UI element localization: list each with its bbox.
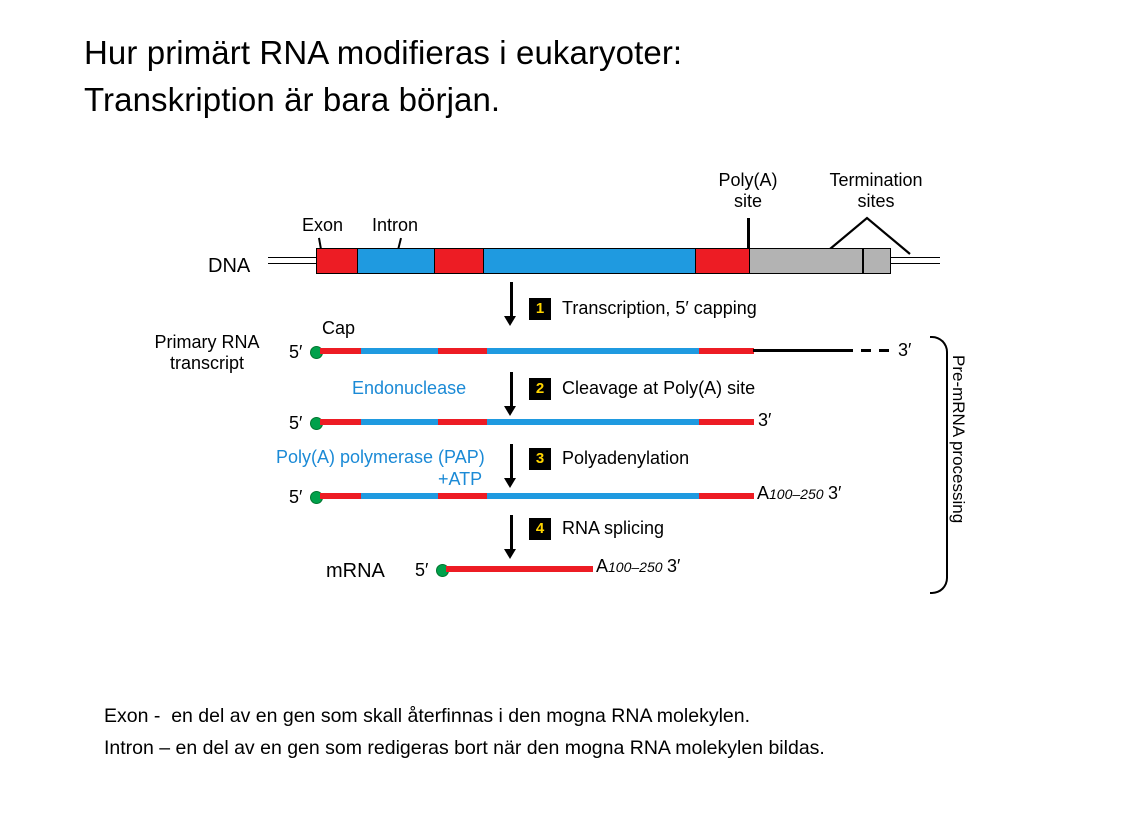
- step-3-chip: 3: [529, 448, 551, 470]
- dna-exon-3: [695, 248, 750, 274]
- rna2-intron-1: [361, 419, 439, 425]
- polya-tail-letter-4: A: [596, 556, 609, 576]
- three-prime-3: 3′: [828, 483, 842, 503]
- dna-left-flank: [268, 257, 318, 264]
- rna1-tail: [753, 349, 843, 352]
- three-prime-1: 3′: [898, 340, 912, 360]
- step-2-text: Cleavage at Poly(A) site: [562, 378, 756, 398]
- step-2-arrow-head: [504, 406, 516, 416]
- dna-exon-1: [316, 248, 358, 274]
- step-4-arrow-line: [510, 515, 513, 553]
- polya-site-label: Poly(A) site: [718, 170, 778, 212]
- step-3-arrow-head: [504, 478, 516, 488]
- polya-tail-3: [757, 483, 824, 504]
- five-prime-3: 5′: [289, 487, 303, 507]
- polya-tail-letter-3: A: [757, 483, 770, 503]
- rna3-exon-1: [320, 493, 362, 499]
- rna3-exon-2: [438, 493, 488, 499]
- rna2-exon-3: [699, 419, 754, 425]
- dna-label: DNA: [208, 255, 251, 277]
- pre-mrna-processing-label: Pre-mRNA processing: [949, 355, 968, 524]
- intron-label: Intron: [372, 215, 419, 235]
- rna1-dashes: [843, 349, 893, 352]
- rna2-intron-2: [487, 419, 700, 425]
- page-title: [84, 30, 1024, 124]
- five-prime-1: 5′: [289, 342, 303, 362]
- dna-gray-region: [749, 248, 891, 274]
- step-1-chip: 1: [529, 298, 551, 320]
- caption-line-1: Exon - en del av en gen som skall återfinnas i den mogna RNA molekylen.: [104, 705, 751, 727]
- rna3-exon-3: [699, 493, 754, 499]
- five-prime-2: 5′: [289, 413, 303, 433]
- primary-rna-label: Primary RNA transcript: [154, 332, 260, 374]
- rna1-intron-1: [361, 348, 439, 354]
- dna-right-flank: [890, 257, 940, 264]
- endonuclease-label: Endonuclease: [352, 378, 467, 398]
- rna2-exon-2: [438, 419, 488, 425]
- rna1-intron-2: [487, 348, 700, 354]
- step-3-arrow-line: [510, 444, 513, 482]
- termination-sites-label: Termination sites: [829, 170, 923, 212]
- step-1-text: Transcription, 5′ capping: [562, 298, 757, 318]
- rna1-exon-3: [699, 348, 754, 354]
- step-1-arrow-head: [504, 316, 516, 326]
- step-4-chip: 4: [529, 518, 551, 540]
- polya-arrow-line: [747, 218, 750, 250]
- pap-label: Poly(A) polymerase (PAP): [276, 447, 485, 467]
- rna3-intron-1: [361, 493, 439, 499]
- title-line-2: Transkription är bara början.: [84, 80, 501, 118]
- step-1-arrow-line: [510, 282, 513, 320]
- step-3-text: Polyadenylation: [562, 448, 690, 468]
- dna-gray-divider: [862, 248, 864, 274]
- step-2-arrow-line: [510, 372, 513, 410]
- step-2-chip: 2: [529, 378, 551, 400]
- dna-intron-2: [483, 248, 696, 274]
- title-line-1: Hur primärt RNA modifieras i eukaryoter:: [84, 34, 683, 71]
- step-4-arrow-head: [504, 549, 516, 559]
- exon-label: Exon: [302, 215, 344, 235]
- rna1-exon-1: [320, 348, 362, 354]
- rna1-exon-2: [438, 348, 488, 354]
- cap-label: Cap: [322, 318, 356, 338]
- step-4-text: RNA splicing: [562, 518, 665, 538]
- dna-intron-1: [357, 248, 435, 274]
- five-prime-4: 5′: [415, 560, 429, 580]
- dna-exon-2: [434, 248, 484, 274]
- rna2-exon-1: [320, 419, 362, 425]
- polya-tail-4: [596, 556, 663, 577]
- pre-mrna-brace: [930, 336, 948, 594]
- three-prime-2: 3′: [758, 410, 772, 430]
- mrna-exons: [446, 566, 593, 572]
- rna3-intron-2: [487, 493, 700, 499]
- caption-line-2: Intron – en del av en gen som redigeras bort när den mogna RNA molekylen bildas.: [104, 737, 825, 760]
- caption-block: [104, 700, 1064, 764]
- polya-tail-subscript-4: 100–250: [608, 559, 663, 575]
- three-prime-4: 3′: [667, 556, 681, 576]
- rna-processing-diagram: [0, 150, 1140, 640]
- polya-tail-subscript-3: 100–250: [769, 486, 824, 502]
- mrna-label: mRNA: [326, 560, 385, 582]
- pap-atp-label: +ATP: [438, 469, 483, 489]
